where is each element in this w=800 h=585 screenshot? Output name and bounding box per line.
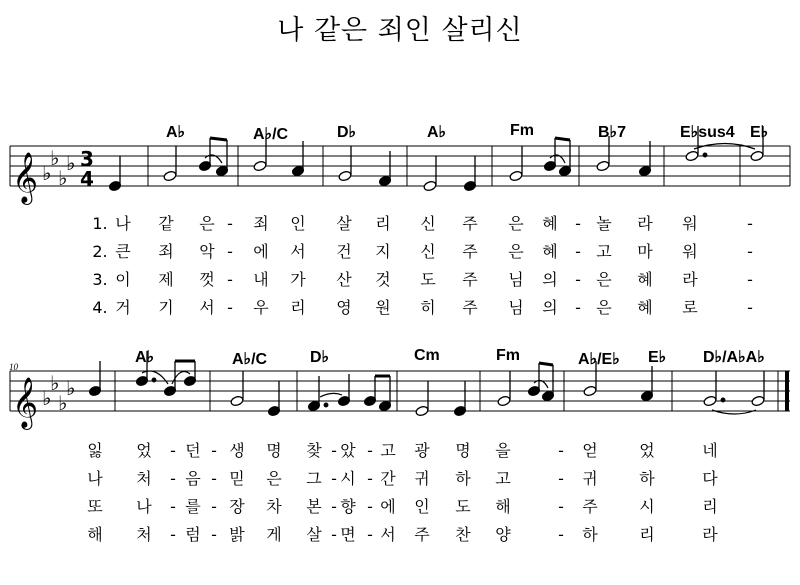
lyric-syllable: - bbox=[211, 441, 217, 460]
lyric-syllable: 명 bbox=[266, 441, 282, 460]
lyric-syllable: 리 bbox=[375, 214, 391, 233]
lyric-syllable: 건 bbox=[336, 242, 352, 261]
svg-text:♭: ♭ bbox=[42, 386, 52, 410]
lyric-syllable: 은 bbox=[596, 270, 612, 289]
lyric-syllable: 장 bbox=[229, 497, 245, 516]
lyric-syllable: - bbox=[558, 497, 564, 516]
lyric-syllable: 찾 bbox=[306, 441, 322, 460]
lyric-syllable: 워 bbox=[682, 214, 698, 233]
lyric-syllable: - bbox=[331, 497, 337, 516]
lyric-syllable: 서 bbox=[290, 242, 306, 261]
lyric-syllable: 라 bbox=[702, 525, 718, 544]
lyric-syllable: - bbox=[575, 298, 581, 317]
lyric-syllable: 워 bbox=[682, 242, 698, 261]
lyric-syllable: 가 bbox=[290, 270, 306, 289]
song-title: 나 같은 죄인 살리신 bbox=[277, 15, 523, 46]
lyric-syllable: 음 bbox=[185, 469, 201, 488]
lyric-syllable: - bbox=[747, 298, 753, 317]
lyric-syllable: 은 bbox=[508, 214, 524, 233]
lyric-syllable: - bbox=[367, 441, 373, 460]
chord-symbol: E♭ bbox=[750, 124, 769, 141]
lyric-syllable: - bbox=[170, 441, 176, 460]
lyric-syllable: 주 bbox=[462, 270, 478, 289]
chord-symbol: Cm bbox=[414, 347, 440, 364]
lyric-syllable: - bbox=[558, 525, 564, 544]
lyric-syllable: 인 bbox=[290, 214, 306, 233]
lyric-syllable: 생 bbox=[229, 441, 245, 460]
lyric-syllable: 하 bbox=[582, 525, 598, 544]
lyric-syllable: 이 bbox=[115, 270, 131, 289]
lyric-syllable: 광 bbox=[414, 441, 430, 460]
lyric-syllable: 고 bbox=[596, 242, 612, 261]
lyric-syllable: 주 bbox=[414, 525, 430, 544]
svg-text:𝄞: 𝄞 bbox=[12, 377, 39, 428]
lyric-syllable: - bbox=[170, 497, 176, 516]
lyric-syllable: - bbox=[747, 270, 753, 289]
lyric-syllable: 나 bbox=[136, 497, 152, 516]
lyric-syllable: 인 bbox=[414, 497, 430, 516]
lyric-syllable: 혜 bbox=[542, 242, 558, 261]
chord-symbol: A♭/E♭ bbox=[578, 351, 620, 368]
lyric-syllable: 도 bbox=[420, 270, 436, 289]
lyric-syllable: 서 bbox=[380, 525, 396, 544]
chord-symbol: A♭ bbox=[135, 349, 155, 366]
lyric-syllable: - bbox=[367, 525, 373, 544]
lyric-syllable: 은 bbox=[199, 214, 215, 233]
lyric-syllable: 양 bbox=[495, 525, 511, 544]
lyric-syllable: 시 bbox=[340, 469, 356, 488]
lyric-syllable: 처 bbox=[136, 525, 152, 544]
lyric-syllable: 다 bbox=[702, 469, 718, 488]
lyric-syllable: 마 bbox=[637, 242, 653, 261]
lyric-syllable: - bbox=[575, 242, 581, 261]
lyric-syllable: 죄 bbox=[158, 242, 174, 261]
lyric-syllable: 주 bbox=[462, 298, 478, 317]
lyric-syllable: - bbox=[211, 525, 217, 544]
lyric-syllable: 던 bbox=[185, 441, 201, 460]
lyric-syllable: 향 bbox=[340, 497, 356, 516]
lyric-syllable: 신 bbox=[420, 242, 436, 261]
svg-text:4: 4 bbox=[80, 167, 94, 191]
lyric-syllable: 리 bbox=[290, 298, 306, 317]
lyric-syllable: 지 bbox=[375, 242, 391, 261]
lyric-syllable: 리 bbox=[639, 525, 655, 544]
lyric-syllable: 영 bbox=[336, 298, 352, 317]
chord-symbol: Fm bbox=[510, 122, 534, 139]
lyric-syllable: - bbox=[331, 525, 337, 544]
lyric-syllable: 살 bbox=[306, 525, 322, 544]
lyric-syllable: 1. bbox=[92, 214, 108, 233]
lyric-syllable: 네 bbox=[702, 441, 718, 460]
lyric-syllable: - bbox=[211, 497, 217, 516]
chord-symbol: A♭ bbox=[427, 124, 447, 141]
lyric-syllable: 의 bbox=[542, 270, 558, 289]
lyric-syllable: - bbox=[558, 469, 564, 488]
lyric-syllable: - bbox=[747, 242, 753, 261]
lyric-syllable: - bbox=[331, 441, 337, 460]
lyric-syllable: 거 bbox=[115, 298, 131, 317]
lyric-syllable: 은 bbox=[596, 298, 612, 317]
lyric-syllable: - bbox=[575, 214, 581, 233]
chord-symbol: D♭ bbox=[337, 124, 357, 141]
lyric-syllable: 밝 bbox=[229, 525, 245, 544]
lyric-syllable: 기 bbox=[158, 298, 174, 317]
lyric-syllable: 원 bbox=[375, 298, 391, 317]
lyric-syllable: - bbox=[747, 214, 753, 233]
lyric-syllable: 에 bbox=[253, 242, 269, 261]
lyric-syllable: 같 bbox=[158, 214, 174, 233]
lyric-syllable: 그 bbox=[306, 469, 322, 488]
lyric-syllable: - bbox=[170, 469, 176, 488]
svg-text:♭: ♭ bbox=[50, 371, 60, 395]
lyric-syllable: 고 bbox=[380, 441, 396, 460]
lyric-syllable: 큰 bbox=[115, 242, 131, 261]
chord-symbol: D♭ bbox=[310, 349, 330, 366]
lyric-syllable: 히 bbox=[420, 298, 436, 317]
lyric-syllable: - bbox=[227, 298, 233, 317]
lyric-syllable: 처 bbox=[136, 469, 152, 488]
lyric-syllable: 신 bbox=[420, 214, 436, 233]
svg-text:♭: ♭ bbox=[58, 166, 68, 190]
lyric-syllable: 귀 bbox=[582, 469, 598, 488]
chord-symbol: A♭ bbox=[166, 124, 186, 141]
lyric-syllable: 또 bbox=[87, 497, 103, 516]
lyric-syllable: 면 bbox=[340, 525, 356, 544]
chord-symbol: A♭/C bbox=[232, 351, 268, 368]
lyric-syllable: 우 bbox=[253, 298, 269, 317]
chord-symbol: Fm bbox=[496, 347, 520, 364]
lyric-syllable: 었 bbox=[639, 441, 655, 460]
lyric-syllable: - bbox=[558, 441, 564, 460]
lyric-syllable: 놀 bbox=[596, 214, 612, 233]
lyric-syllable: 라 bbox=[682, 270, 698, 289]
lyric-syllable: 살 bbox=[336, 214, 352, 233]
lyric-syllable: - bbox=[170, 525, 176, 544]
lyric-syllable: 은 bbox=[508, 242, 524, 261]
lyric-syllable: 잃 bbox=[87, 441, 103, 460]
lyric-syllable: - bbox=[227, 242, 233, 261]
lyric-syllable: 악 bbox=[199, 242, 215, 261]
lyric-syllable: 나 bbox=[87, 469, 103, 488]
lyric-syllable: - bbox=[211, 469, 217, 488]
lyric-syllable: 서 bbox=[199, 298, 215, 317]
lyric-syllable: - bbox=[367, 497, 373, 516]
lyric-syllable: - bbox=[227, 270, 233, 289]
chord-symbol: B♭7 bbox=[598, 124, 626, 141]
lyric-syllable: 본 bbox=[306, 497, 322, 516]
lyric-syllable: 로 bbox=[682, 298, 698, 317]
lyric-syllable: 죄 bbox=[253, 214, 269, 233]
svg-text:𝄞: 𝄞 bbox=[12, 152, 39, 203]
lyric-syllable: 찬 bbox=[455, 525, 471, 544]
lyric-syllable: 았 bbox=[340, 441, 356, 460]
lyric-syllable: 2. bbox=[92, 242, 108, 261]
lyric-syllable: 라 bbox=[637, 214, 653, 233]
lyric-syllable: - bbox=[367, 469, 373, 488]
svg-text:♭: ♭ bbox=[50, 146, 60, 170]
svg-text:♭: ♭ bbox=[66, 376, 76, 400]
lyric-syllable: 혜 bbox=[637, 270, 653, 289]
lyric-syllable: 얻 bbox=[582, 441, 598, 460]
lyric-syllable: 차 bbox=[266, 497, 282, 516]
lyric-syllable: 도 bbox=[455, 497, 471, 516]
lyric-syllable: 게 bbox=[266, 525, 282, 544]
svg-text:3: 3 bbox=[80, 147, 94, 171]
chord-symbol: A♭/C bbox=[253, 126, 289, 143]
lyric-syllable: 었 bbox=[136, 441, 152, 460]
lyric-syllable: 산 bbox=[336, 270, 352, 289]
lyric-syllable: 해 bbox=[87, 525, 103, 544]
lyric-syllable: 명 bbox=[455, 441, 471, 460]
lyric-syllable: 3. bbox=[92, 270, 108, 289]
lyric-syllable: 제 bbox=[158, 270, 174, 289]
lyric-syllable: 님 bbox=[508, 298, 524, 317]
lyric-syllable: 혜 bbox=[542, 214, 558, 233]
lyric-syllable: 님 bbox=[508, 270, 524, 289]
lyric-syllable: 고 bbox=[495, 469, 511, 488]
chord-symbol: D♭/A♭A♭ bbox=[703, 349, 765, 366]
svg-text:♭: ♭ bbox=[66, 151, 76, 175]
lyric-syllable: 하 bbox=[639, 469, 655, 488]
lyric-syllable: 것 bbox=[375, 270, 391, 289]
lyric-syllable: 해 bbox=[495, 497, 511, 516]
svg-text:♭: ♭ bbox=[58, 391, 68, 415]
lyric-syllable: 를 bbox=[185, 497, 201, 516]
lyric-syllable: 하 bbox=[455, 469, 471, 488]
lyric-syllable: 리 bbox=[702, 497, 718, 516]
lyric-syllable: 간 bbox=[380, 469, 396, 488]
lyric-syllable: 껏 bbox=[199, 270, 215, 289]
lyric-syllable: 시 bbox=[639, 497, 655, 516]
lyric-syllable: 내 bbox=[253, 270, 269, 289]
lyric-syllable: 믿 bbox=[229, 469, 245, 488]
lyric-syllable: 4. bbox=[92, 298, 108, 317]
lyric-syllable: 주 bbox=[462, 214, 478, 233]
lyric-syllable: 주 bbox=[582, 497, 598, 516]
lyric-syllable: 은 bbox=[266, 469, 282, 488]
chord-symbol: E♭ bbox=[648, 349, 667, 366]
lyric-syllable: - bbox=[227, 214, 233, 233]
lyric-syllable: - bbox=[575, 270, 581, 289]
lyric-syllable: 에 bbox=[380, 497, 396, 516]
svg-text:♭: ♭ bbox=[42, 161, 52, 185]
lyric-syllable: 나 bbox=[115, 214, 131, 233]
lyric-syllable: 귀 bbox=[414, 469, 430, 488]
chord-symbol: E♭sus4 bbox=[680, 124, 735, 141]
lyric-syllable: - bbox=[331, 469, 337, 488]
lyric-syllable: 주 bbox=[462, 242, 478, 261]
lyric-syllable: 혜 bbox=[637, 298, 653, 317]
lyric-syllable: 을 bbox=[495, 441, 511, 460]
measure-number: 10 bbox=[9, 362, 18, 372]
lyric-syllable: 럼 bbox=[185, 525, 201, 544]
lyric-syllable: 의 bbox=[542, 298, 558, 317]
